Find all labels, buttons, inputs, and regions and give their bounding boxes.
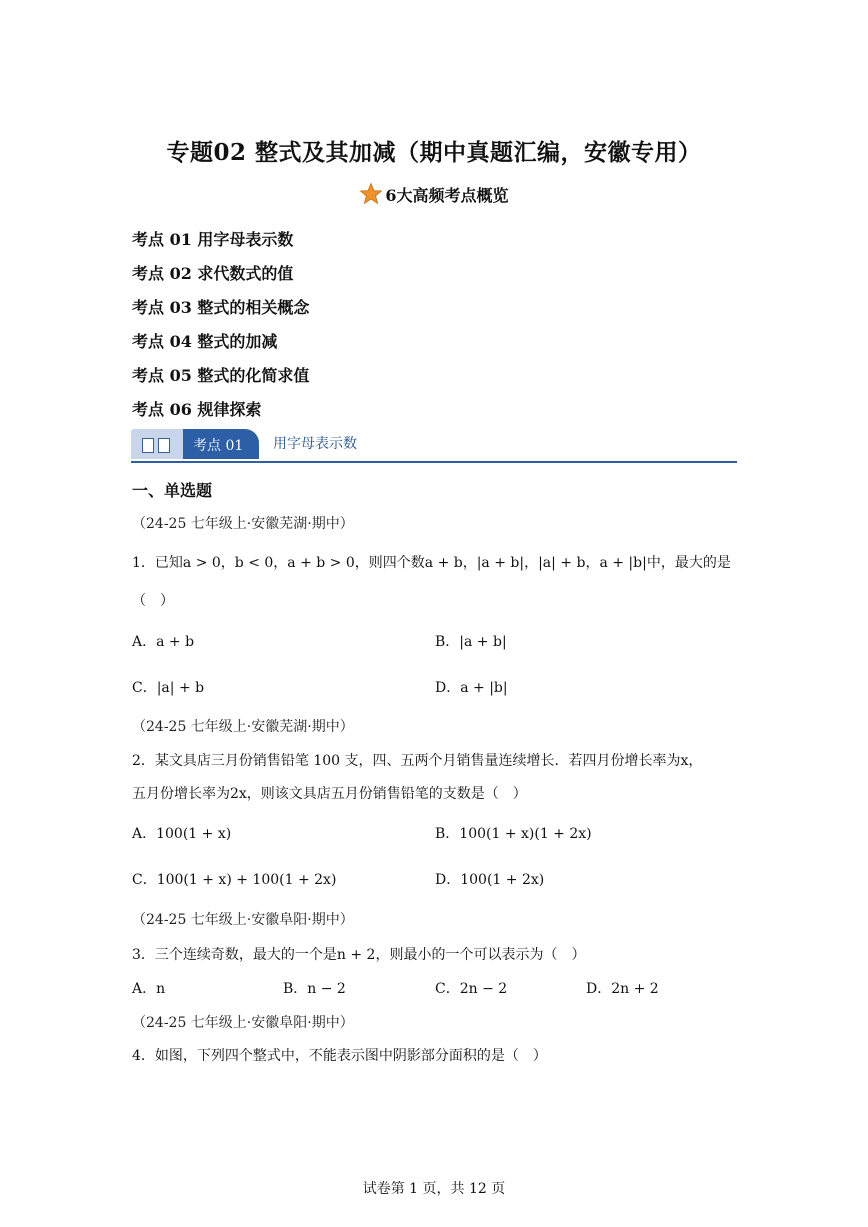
question-stem: 2．某文具店三月份销售铅笔 100 支，四、五两个月销售量连续增长．若四月份增长率为x，: [132, 753, 703, 769]
section-heading: 一、单选题: [132, 481, 213, 500]
kaodian-item: 考点 06 规律探索: [132, 400, 262, 419]
question-source: （24-25 七年级上·安徽阜阳·期中）: [132, 1015, 354, 1031]
star-icon: [359, 182, 383, 206]
option-b: B．n − 2: [283, 981, 346, 997]
option-b: B．100(1 + x)(1 + 2x): [435, 826, 592, 842]
question-source: （24-25 七年级上·安徽芜湖·期中）: [132, 719, 354, 735]
question-stem-cont: 五月份增长率为2x，则该文具店五月份销售铅笔的支数是（ ）: [132, 786, 527, 802]
option-a: A．a + b: [132, 634, 195, 650]
option-c: C．2n − 2: [435, 981, 508, 997]
page-title: 专题02 整式及其加减（期中真题汇编，安徽专用）: [166, 139, 702, 166]
overview-heading: [0, 182, 868, 206]
badge-title: 用字母表示数: [273, 436, 357, 452]
kaodian-item: 考点 05 整式的化简求值: [132, 366, 310, 385]
overview-text: 6大高频考点概览: [385, 186, 509, 205]
kaodian-item: 考点 02 求代数式的值: [132, 264, 294, 283]
kaodian-badge: [131, 429, 259, 459]
option-d: D．a + |b|: [435, 680, 508, 696]
option-a: A．100(1 + x): [132, 826, 232, 842]
question-stem: 1．已知a > 0，b < 0，a + b > 0，则四个数a + b，|a + b|，|a| + b，a + |b|中，最大的是: [132, 555, 731, 571]
section-divider: [131, 461, 737, 463]
option-c: C．100(1 + x) + 100(1 + 2x): [132, 872, 337, 888]
option-c: C．|a| + b: [132, 680, 205, 696]
book-icon: [131, 429, 183, 459]
question-stem-cont: （ ）: [132, 593, 174, 609]
kaodian-item: 考点 01 用字母表示数: [132, 230, 294, 249]
kaodian-item: 考点 03 整式的相关概念: [132, 298, 310, 317]
option-a: A．n: [132, 981, 166, 997]
option-d: D．100(1 + 2x): [435, 872, 545, 888]
question-stem: 3．三个连续奇数，最大的一个是n + 2，则最小的一个可以表示为（ ）: [132, 947, 586, 963]
question-source: （24-25 七年级上·安徽芜湖·期中）: [132, 516, 354, 532]
option-b: B．|a + b|: [435, 634, 507, 650]
question-stem: 4．如图，下列四个整式中，不能表示图中阴影部分面积的是（ ）: [132, 1048, 547, 1064]
option-d: D．2n + 2: [586, 981, 659, 997]
badge-label: 考点 01: [193, 438, 244, 454]
question-source: （24-25 七年级上·安徽阜阳·期中）: [132, 912, 354, 928]
page-footer: 试卷第 1 页，共 12 页: [362, 1181, 506, 1197]
kaodian-item: 考点 04 整式的加减: [132, 332, 278, 351]
